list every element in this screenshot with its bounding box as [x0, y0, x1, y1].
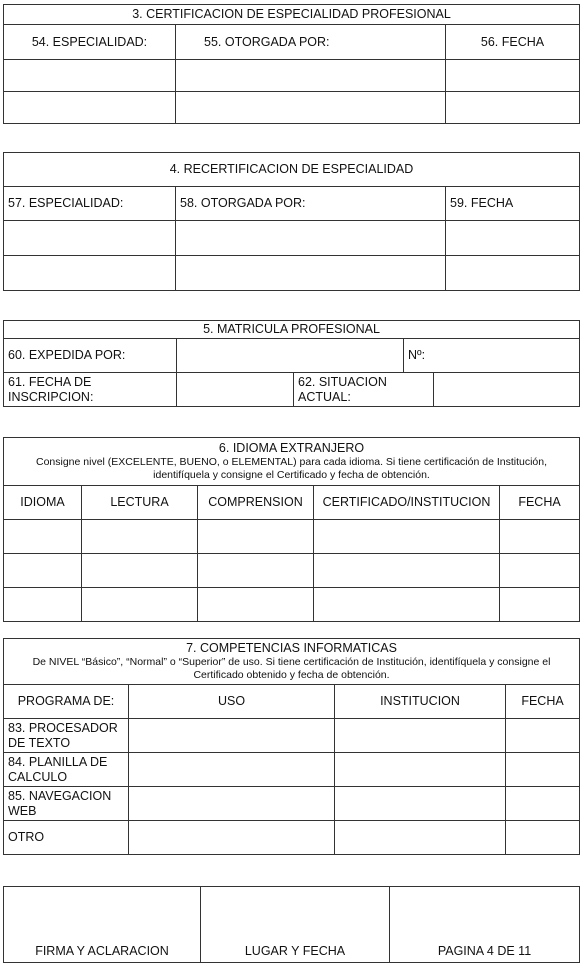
- fecha-field[interactable]: [446, 60, 580, 92]
- comprension-field[interactable]: [198, 588, 314, 622]
- especialidad-field[interactable]: [4, 256, 176, 291]
- institucion-field[interactable]: [335, 821, 506, 855]
- fecha-field[interactable]: [446, 221, 580, 256]
- section-6-header: [4, 438, 580, 486]
- lectura-field[interactable]: [82, 520, 198, 554]
- fecha-header: FECHA: [500, 486, 580, 520]
- comprension-field[interactable]: [198, 554, 314, 588]
- numero-label: Nº:: [404, 339, 580, 373]
- otorgada-por-header: 58. OTORGADA POR:: [176, 187, 446, 221]
- institucion-field[interactable]: [335, 719, 506, 753]
- section-6-title: 6. IDIOMA EXTRANJERO: [218, 441, 365, 456]
- firma-aclaracion[interactable]: FIRMA Y ACLARACION: [4, 887, 201, 963]
- section-4-title: 4. RECERTIFICACION DE ESPECIALIDAD: [4, 153, 580, 187]
- certificado-field[interactable]: [314, 554, 500, 588]
- certificado-header: CERTIFICADO/INSTITUCION: [314, 486, 500, 520]
- otorgada-field[interactable]: [176, 60, 446, 92]
- fecha-field[interactable]: [506, 719, 580, 753]
- fecha-field[interactable]: [506, 821, 580, 855]
- fecha-inscripcion-field[interactable]: [177, 373, 294, 407]
- institucion-field[interactable]: [335, 787, 506, 821]
- institucion-field[interactable]: [335, 753, 506, 787]
- programa-header: PROGRAMA DE:: [4, 685, 129, 719]
- planilla-calculo-label: 84. PLANILLA DE CALCULO: [4, 753, 129, 787]
- fecha-field[interactable]: [500, 588, 580, 622]
- section-3-title: 3. CERTIFICACION DE ESPECIALIDAD PROFESIONAL: [4, 5, 580, 25]
- lectura-field[interactable]: [82, 554, 198, 588]
- lectura-header: LECTURA: [82, 486, 198, 520]
- section-6-table: [3, 437, 580, 622]
- section-7-table: [3, 638, 580, 855]
- especialidad-field[interactable]: [4, 92, 176, 124]
- fecha-field[interactable]: [506, 787, 580, 821]
- situacion-actual-label: 62. SITUACION ACTUAL:: [294, 373, 434, 407]
- otorgada-field[interactable]: [176, 92, 446, 124]
- idioma-header: IDIOMA: [4, 486, 82, 520]
- institucion-header: INSTITUCION: [335, 685, 506, 719]
- page-number: PAGINA 4 DE 11: [390, 887, 580, 963]
- certificado-field[interactable]: [314, 520, 500, 554]
- otro-label: OTRO: [4, 821, 129, 855]
- fecha-field[interactable]: [506, 753, 580, 787]
- lectura-field[interactable]: [82, 588, 198, 622]
- comprension-field[interactable]: [198, 520, 314, 554]
- section-7-note: De NIVEL “Básico”, “Normal” o “Superior” de uso. Si tiene certificación de Institución, identifíquela y consigne el Certificado obtenido y fecha de obtención.: [32, 655, 551, 681]
- fecha-inscripcion-label: 61. FECHA DE INSCRIPCION:: [4, 373, 177, 407]
- uso-header: USO: [129, 685, 335, 719]
- otorgada-field[interactable]: [176, 256, 446, 291]
- section-5-table: [3, 320, 580, 407]
- idioma-field[interactable]: [4, 588, 82, 622]
- fecha-header: 56. FECHA: [446, 25, 580, 60]
- lugar-fecha[interactable]: LUGAR Y FECHA: [201, 887, 390, 963]
- uso-field[interactable]: [129, 821, 335, 855]
- uso-field[interactable]: [129, 787, 335, 821]
- fecha-field[interactable]: [500, 554, 580, 588]
- otorgada-por-header: 55. OTORGADA POR:: [176, 25, 446, 60]
- especialidad-header: 57. ESPECIALIDAD:: [4, 187, 176, 221]
- uso-field[interactable]: [129, 753, 335, 787]
- idioma-field[interactable]: [4, 520, 82, 554]
- navegacion-web-label: 85. NAVEGACION WEB: [4, 787, 129, 821]
- comprension-header: COMPRENSION: [198, 486, 314, 520]
- especialidad-header: 54. ESPECIALIDAD:: [4, 25, 176, 60]
- expedida-por-label: 60. EXPEDIDA POR:: [4, 339, 177, 373]
- procesador-texto-label: 83. PROCESADOR DE TEXTO: [4, 719, 129, 753]
- signature-table: [3, 886, 580, 963]
- otorgada-field[interactable]: [176, 221, 446, 256]
- especialidad-field[interactable]: [4, 221, 176, 256]
- especialidad-field[interactable]: [4, 60, 176, 92]
- section-4-table: [3, 152, 580, 291]
- fecha-field[interactable]: [446, 256, 580, 291]
- section-3-table: [3, 4, 580, 124]
- section-7-title: 7. COMPETENCIAS INFORMATICAS: [186, 641, 397, 656]
- fecha-header: 59. FECHA: [446, 187, 580, 221]
- uso-field[interactable]: [129, 719, 335, 753]
- certificado-field[interactable]: [314, 588, 500, 622]
- section-7-header: [4, 639, 580, 685]
- expedida-por-field[interactable]: [177, 339, 404, 373]
- section-5-title: 5. MATRICULA PROFESIONAL: [4, 321, 580, 339]
- fecha-header: FECHA: [506, 685, 580, 719]
- fecha-field[interactable]: [446, 92, 580, 124]
- situacion-actual-field[interactable]: [434, 373, 580, 407]
- section-6-note: Consigne nivel (EXCELENTE, BUENO, o ELEMENTAL) para cada idioma. Si tiene certificación de Institución, identifíquela y consigne el Certificado y fecha de obtención.: [35, 455, 548, 481]
- idioma-field[interactable]: [4, 554, 82, 588]
- fecha-field[interactable]: [500, 520, 580, 554]
